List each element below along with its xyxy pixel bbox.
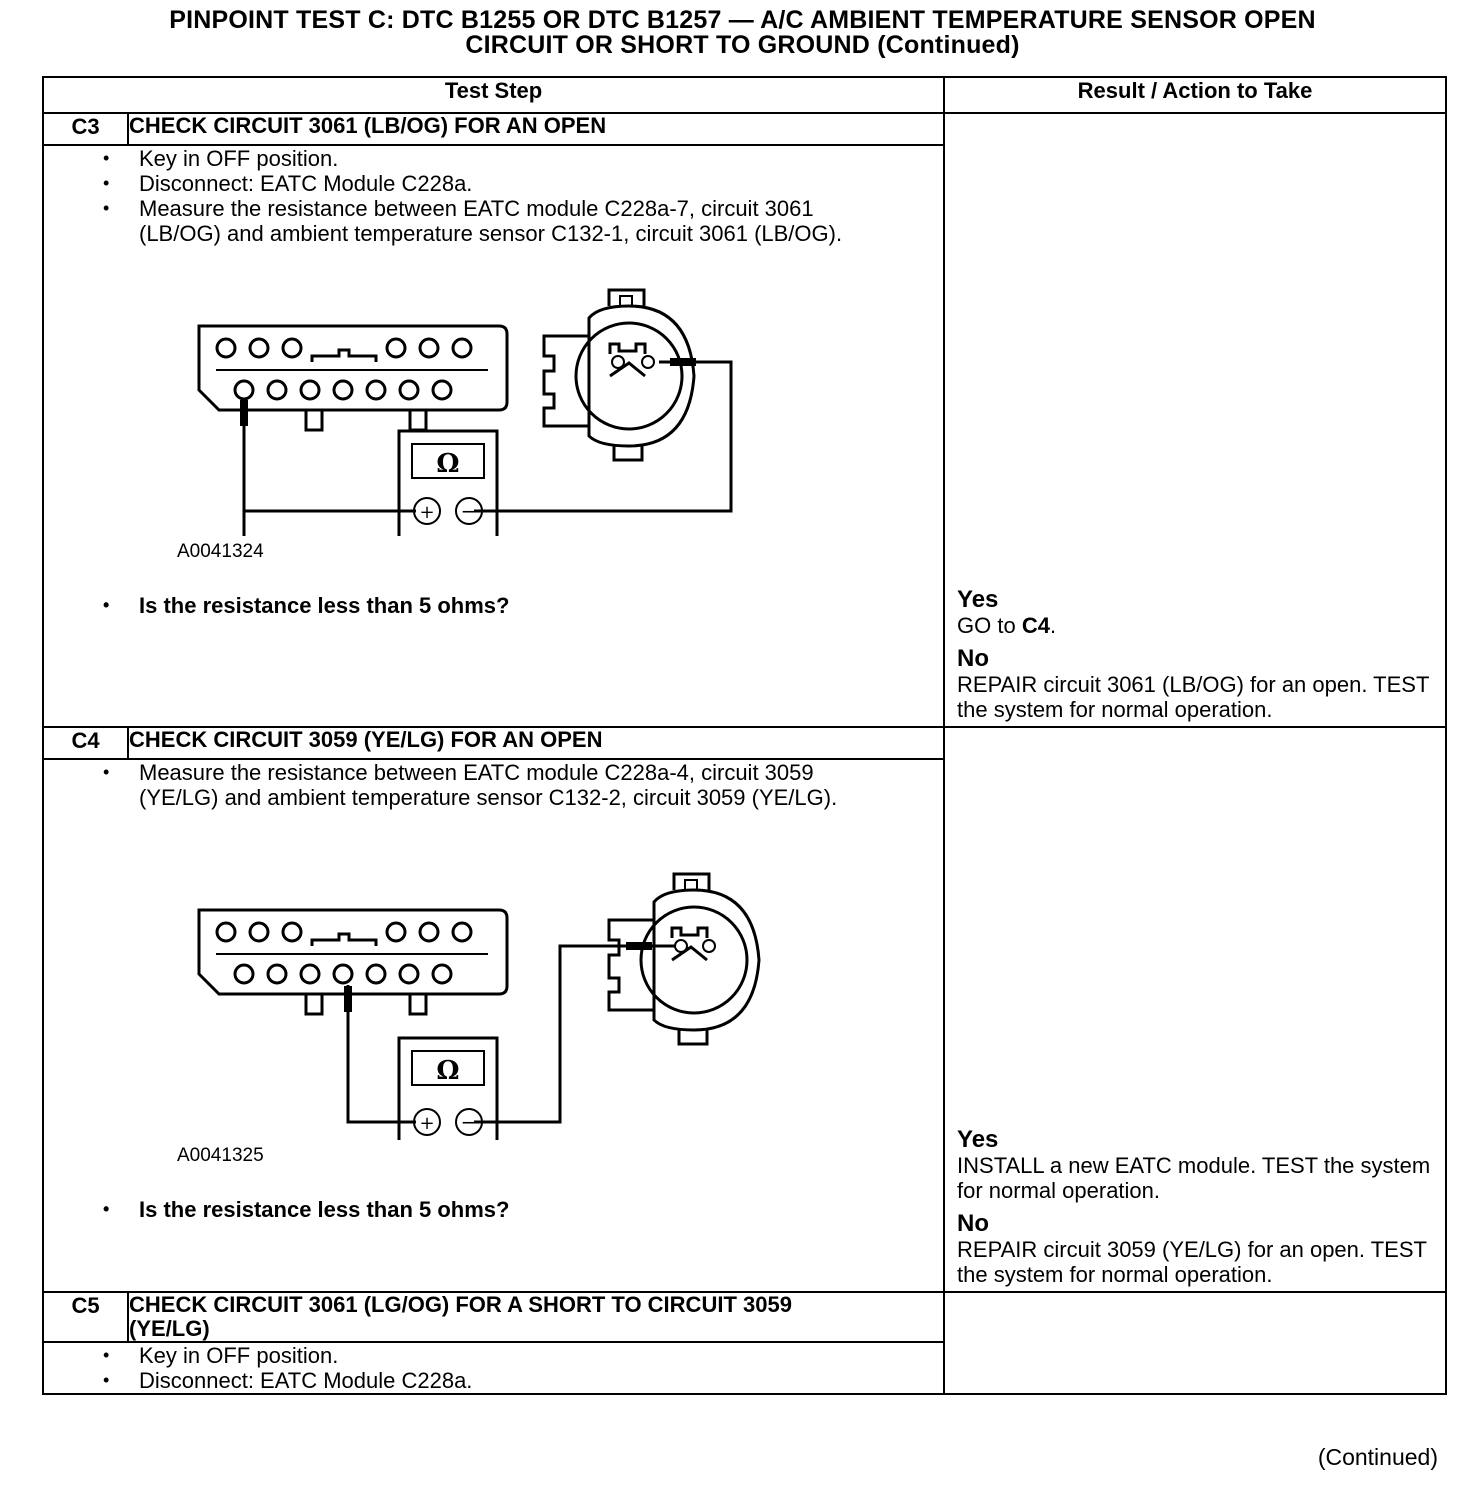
step-title: CHECK CIRCUIT 3059 (YE/LG) FOR AN OPEN xyxy=(128,727,944,759)
list-item: • Key in OFF position. xyxy=(139,1343,943,1368)
continued-label: (Continued) xyxy=(1317,1444,1438,1470)
step-c4-figure xyxy=(44,840,943,1167)
step-c4-question-list xyxy=(44,1197,943,1222)
list-item: • Key in OFF position. xyxy=(139,146,943,171)
header-result: Result / Action to Take xyxy=(944,77,1446,113)
svg-text:+: + xyxy=(419,1113,435,1134)
pinpoint-test-table xyxy=(42,76,1447,1395)
header-test-step: Test Step xyxy=(43,77,944,113)
list-item: • Measure the resistance between EATC module C228a-7, circuit 3061 (LB/OG) and ambient temperature sensor C132-1, circuit 3061 (LB/OG). xyxy=(139,196,869,246)
figure-code: A0041325 xyxy=(177,1145,264,1166)
step-c3-figure xyxy=(44,246,943,563)
step-id: C5 xyxy=(43,1292,128,1342)
step-id: C3 xyxy=(43,113,128,145)
svg-text:−: − xyxy=(460,1110,478,1134)
step-c4-bullets xyxy=(44,760,943,810)
step-c3-result xyxy=(944,113,1446,727)
no-label: No xyxy=(957,1210,990,1237)
yes-label: Yes xyxy=(957,586,999,613)
step-title: CHECK CIRCUIT 3061 (LG/OG) FOR A SHORT TO CIRCUIT 3059 (YE/LG) xyxy=(128,1292,944,1342)
step-c4-result xyxy=(944,727,1446,1292)
page-title xyxy=(40,8,1445,58)
step-c5-result xyxy=(944,1292,1446,1394)
step-c5-title-row xyxy=(43,1292,1446,1342)
step-c5-body xyxy=(43,1342,944,1394)
ohm-symbol: Ω xyxy=(436,449,460,479)
step-title: CHECK CIRCUIT 3061 (LB/OG) FOR AN OPEN xyxy=(128,113,944,145)
figure-code: A0041324 xyxy=(177,541,264,562)
step-c3-title-row xyxy=(43,113,1446,145)
yes-label: Yes xyxy=(957,1126,999,1153)
yes-action: INSTALL a new EATC module. TEST the system for normal operation. xyxy=(957,1153,1431,1203)
step-question: • Is the resistance less than 5 ohms? xyxy=(139,1197,943,1222)
list-item: • Measure the resistance between EATC module C228a-4, circuit 3059 (YE/LG) and ambient temperature sensor C132-2, circuit 3059 (YE/LG). xyxy=(139,760,869,810)
ohm-symbol: Ω xyxy=(436,1056,460,1086)
svg-text:+: + xyxy=(419,502,435,523)
list-item: • Disconnect: EATC Module C228a. xyxy=(139,171,943,196)
step-c4-title-row xyxy=(43,727,1446,759)
step-c3-question-list xyxy=(44,593,943,618)
step-c3-body xyxy=(43,145,944,727)
header-row xyxy=(43,77,1446,113)
no-action: REPAIR circuit 3061 (LB/OG) for an open. TEST the system for normal operation. xyxy=(957,672,1429,722)
no-label: No xyxy=(957,645,990,672)
svg-text:−: − xyxy=(460,499,478,523)
step-c4-body xyxy=(43,759,944,1292)
step-c5-bullets xyxy=(44,1343,943,1393)
step-c3-bullets xyxy=(44,146,943,246)
yes-action: GO to C4. xyxy=(957,613,1057,638)
no-action: REPAIR circuit 3059 (YE/LG) for an open. TEST the system for normal operation. xyxy=(957,1237,1427,1287)
title-line-2: CIRCUIT OR SHORT TO GROUND (Continued) xyxy=(465,31,1020,59)
wiring-diagram-c4 xyxy=(44,840,944,1140)
list-item: • Disconnect: EATC Module C228a. xyxy=(139,1368,943,1393)
step-id: C4 xyxy=(43,727,128,759)
step-question: • Is the resistance less than 5 ohms? xyxy=(139,593,943,618)
wiring-diagram-c3 xyxy=(44,246,944,536)
title-line-1: PINPOINT TEST C: DTC B1255 OR DTC B1257 — A/C AMBIENT TEMPERATURE SENSOR OPEN xyxy=(169,6,1316,34)
